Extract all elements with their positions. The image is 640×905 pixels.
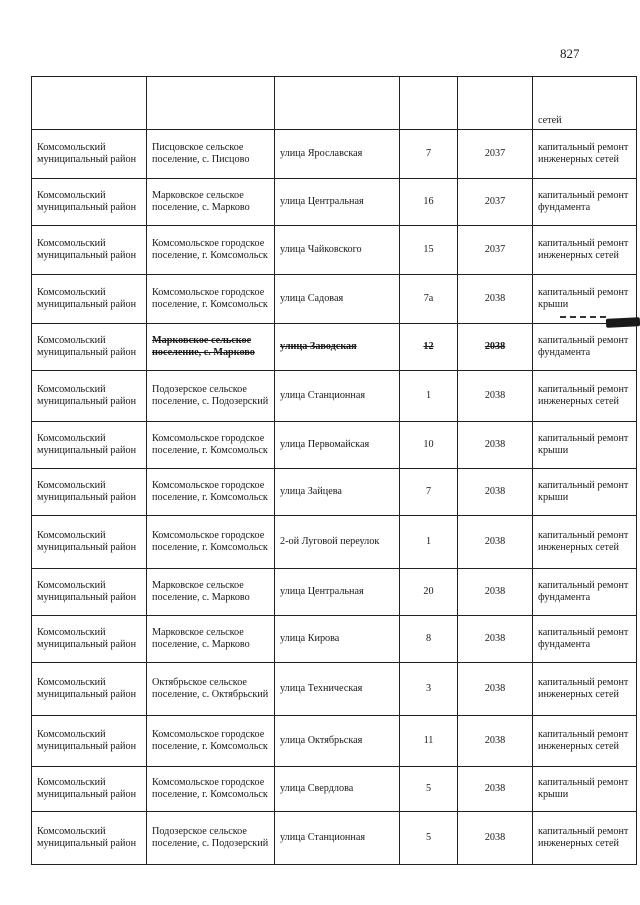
house-cell: 11 <box>400 716 458 767</box>
house-cell: 8 <box>400 616 458 663</box>
settlement-cell: Комсомольское городское поселение, г. Комсомольск <box>147 767 275 812</box>
house-cell <box>400 77 458 130</box>
table-row <box>32 767 637 812</box>
work-type-cell: капитальный ремонт инженерных сетей <box>533 716 637 767</box>
year-cell: 2038 <box>458 516 533 569</box>
table-row <box>32 716 637 767</box>
street-cell: улица Октябрьская <box>275 716 400 767</box>
settlement-cell <box>147 77 275 130</box>
work-type-cell: капитальный ремонт фундамента <box>533 616 637 663</box>
district-cell: Комсомольский муниципальный район <box>32 663 147 716</box>
street-cell: улица Техническая <box>275 663 400 716</box>
year-cell <box>458 77 533 130</box>
house-cell: 16 <box>400 179 458 226</box>
street-cell: улица Чайковского <box>275 226 400 275</box>
table-row <box>32 663 637 716</box>
table-row <box>32 275 637 324</box>
street-cell: улица Первомайская <box>275 422 400 469</box>
year-cell: 2038 <box>458 371 533 422</box>
work-type-cell: капитальный ремонт крыши <box>533 469 637 516</box>
table-row <box>32 569 637 616</box>
work-type-cell: капитальный ремонт инженерных сетей <box>533 812 637 865</box>
work-type-cell: капитальный ремонт фундамента <box>533 324 637 371</box>
work-type-cell: капитальный ремонт инженерных сетей <box>533 371 637 422</box>
street-cell: улица Свердлова <box>275 767 400 812</box>
table-row <box>32 179 637 226</box>
street-cell: улица Ярославская <box>275 130 400 179</box>
year-cell: 2038 <box>458 324 533 371</box>
year-cell: 2038 <box>458 275 533 324</box>
street-cell: улица Кирова <box>275 616 400 663</box>
year-cell: 2038 <box>458 767 533 812</box>
work-type-cell: капитальный ремонт крыши <box>533 275 637 324</box>
year-cell: 2038 <box>458 422 533 469</box>
year-cell: 2038 <box>458 616 533 663</box>
district-cell: Комсомольский муниципальный район <box>32 716 147 767</box>
work-type-cell: капитальный ремонт фундамента <box>533 179 637 226</box>
street-cell: улица Зайцева <box>275 469 400 516</box>
year-cell: 2037 <box>458 130 533 179</box>
settlement-cell: Комсомольское городское поселение, г. Комсомольск <box>147 469 275 516</box>
street-cell: улица Садовая <box>275 275 400 324</box>
table-row <box>32 77 637 130</box>
district-cell: Комсомольский муниципальный район <box>32 324 147 371</box>
scan-smudge <box>560 316 606 318</box>
year-cell: 2038 <box>458 469 533 516</box>
settlement-cell: Марковское сельское поселение, с. Марково <box>147 179 275 226</box>
work-type-cell: капитальный ремонт крыши <box>533 767 637 812</box>
street-cell: улица Станционная <box>275 371 400 422</box>
district-cell: Комсомольский муниципальный район <box>32 179 147 226</box>
house-cell: 5 <box>400 767 458 812</box>
scan-smudge-mark <box>606 317 640 328</box>
district-cell: Комсомольский муниципальный район <box>32 616 147 663</box>
street-cell: улица Заводская <box>275 324 400 371</box>
settlement-cell: Комсомольское городское поселение, г. Комсомольск <box>147 226 275 275</box>
district-cell <box>32 77 147 130</box>
work-type-cell: сетей <box>533 77 637 130</box>
district-cell: Комсомольский муниципальный район <box>32 226 147 275</box>
work-type-cell: капитальный ремонт крыши <box>533 422 637 469</box>
table-row <box>32 616 637 663</box>
settlement-cell: Марковское сельское поселение, с. Марково <box>147 616 275 663</box>
house-cell: 3 <box>400 663 458 716</box>
district-cell: Комсомольский муниципальный район <box>32 767 147 812</box>
work-type-cell: капитальный ремонт инженерных сетей <box>533 130 637 179</box>
house-cell: 10 <box>400 422 458 469</box>
house-cell: 12 <box>400 324 458 371</box>
table-row <box>32 226 637 275</box>
house-cell: 7 <box>400 130 458 179</box>
street-cell: улица Центральная <box>275 569 400 616</box>
year-cell: 2038 <box>458 812 533 865</box>
page-number: 827 <box>560 46 580 61</box>
table-row <box>32 324 637 371</box>
work-type-cell: капитальный ремонт инженерных сетей <box>533 226 637 275</box>
settlement-cell: Комсомольское городское поселение, г. Комсомольск <box>147 516 275 569</box>
work-type-cell: капитальный ремонт инженерных сетей <box>533 516 637 569</box>
year-cell: 2037 <box>458 179 533 226</box>
year-cell: 2038 <box>458 663 533 716</box>
district-cell: Комсомольский муниципальный район <box>32 469 147 516</box>
district-cell: Комсомольский муниципальный район <box>32 422 147 469</box>
settlement-cell: Комсомольское городское поселение, г. Комсомольск <box>147 716 275 767</box>
settlement-cell: Марковское сельское поселение, с. Марково <box>147 324 275 371</box>
district-cell: Комсомольский муниципальный район <box>32 130 147 179</box>
street-cell: улица Центральная <box>275 179 400 226</box>
settlement-cell: Пиcцовское сельское поселение, с. Пиcцово <box>147 130 275 179</box>
district-cell: Комсомольский муниципальный район <box>32 812 147 865</box>
street-cell: 2-ой Луговой переулок <box>275 516 400 569</box>
year-cell: 2037 <box>458 226 533 275</box>
street-cell <box>275 77 400 130</box>
house-cell: 7а <box>400 275 458 324</box>
settlement-cell: Октябрьское сельское поселение, с. Октябрьский <box>147 663 275 716</box>
house-cell: 15 <box>400 226 458 275</box>
house-cell: 1 <box>400 516 458 569</box>
table-row <box>32 422 637 469</box>
district-cell: Комсомольский муниципальный район <box>32 275 147 324</box>
table-row <box>32 812 637 865</box>
settlement-cell: Комсомольское городское поселение, г. Комсомольск <box>147 422 275 469</box>
settlement-cell: Марковское сельское поселение, с. Марково <box>147 569 275 616</box>
settlement-cell: Комсомольское городское поселение, г. Комсомольск <box>147 275 275 324</box>
table-row <box>32 469 637 516</box>
table-row <box>32 516 637 569</box>
work-type-cell: капитальный ремонт фундамента <box>533 569 637 616</box>
repair-schedule-table <box>31 76 637 865</box>
house-cell: 7 <box>400 469 458 516</box>
house-cell: 20 <box>400 569 458 616</box>
street-cell: улица Станционная <box>275 812 400 865</box>
table-row <box>32 130 637 179</box>
district-cell: Комсомольский муниципальный район <box>32 371 147 422</box>
year-cell: 2038 <box>458 716 533 767</box>
house-cell: 1 <box>400 371 458 422</box>
year-cell: 2038 <box>458 569 533 616</box>
district-cell: Комсомольский муниципальный район <box>32 569 147 616</box>
settlement-cell: Подозерское сельское поселение, с. Подозерский <box>147 371 275 422</box>
house-cell: 5 <box>400 812 458 865</box>
table-row <box>32 371 637 422</box>
settlement-cell: Подозерское сельское поселение, с. Подозерский <box>147 812 275 865</box>
district-cell: Комсомольский муниципальный район <box>32 516 147 569</box>
work-type-cell: капитальный ремонт инженерных сетей <box>533 663 637 716</box>
